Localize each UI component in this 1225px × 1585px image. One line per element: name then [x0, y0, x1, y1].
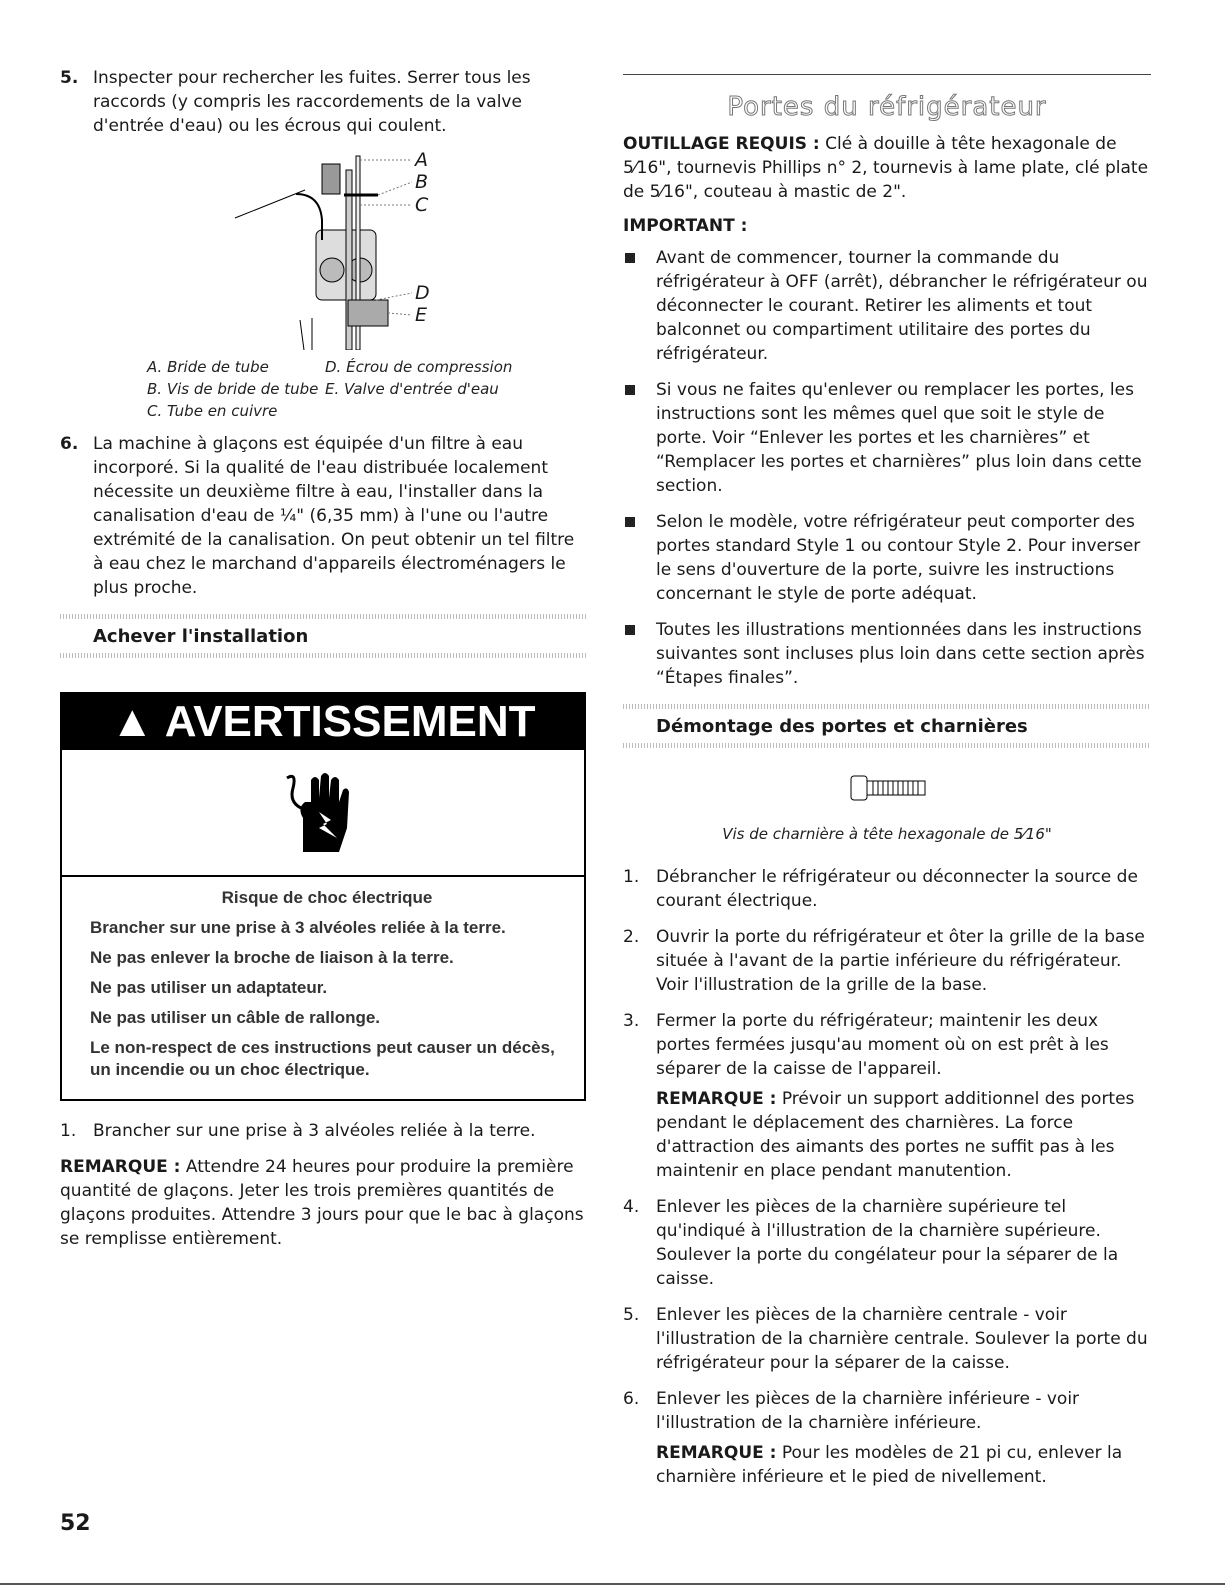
divider	[60, 614, 588, 619]
step-3: 3. Fermer la porte du réfrigérateur; maintenir les deux portes fermées jusqu'au moment où on est prêt à les séparer de la caisse de l'appareil.	[623, 1011, 1109, 1079]
tools-required: OUTILLAGE REQUIS : Clé à douille à tête hexagonale de 5⁄16", tournevis Phillips n° 2, tournevis à lame plate, clé plate de 5⁄16", couteau à mastic de 2".	[623, 134, 1149, 202]
list-item: Selon le modèle, votre réfrigérateur peut comporter des portes standard Style 1 ou contour Style 2. Pour inverser le sens d'ouverture de la porte, suivre les instructions concernant le style de porte adéquat.	[623, 510, 1151, 606]
callout-e: E	[415, 304, 428, 326]
step-6: 6. Enlever les pièces de la charnière inférieure - voir l'illustration de la charnière inférieure.	[623, 1389, 1080, 1433]
callout-c: C	[415, 194, 429, 216]
list-item: Avant de commencer, tourner la commande du réfrigérateur à OFF (arrêt), débrancher le réfrigérateur ou déconnecter le courant. Retirer les aliments et tout balconnet ou compartiment utilitaire des portes du réfrigérateur.	[623, 246, 1151, 366]
step-5: 5. Inspecter pour rechercher les fuites. Serrer tous les raccords (y compris les raccordements de la valve d'entrée d'eau) ou les écrous qui coulent.	[60, 68, 531, 136]
divider	[60, 653, 588, 658]
screw-caption: Vis de charnière à tête hexagonale de 5⁄16"	[722, 825, 1052, 843]
section-heading: Démontage des portes et charnières	[656, 716, 1028, 737]
important-list	[623, 246, 1151, 690]
divider	[623, 743, 1151, 748]
step-1: 1. Débrancher le réfrigérateur ou déconnecter la source de courant électrique.	[623, 867, 1138, 911]
page-title: Portes du réfrigérateur	[727, 92, 1047, 122]
step-6: 6. La machine à glaçons est équipée d'un filtre à eau incorporé. Si la qualité de l'eau distribuée localement nécessite un deuxième filtre à eau, l'installer dans la canalisation d'eau de ¼" (6,35 mm) à l'une ou l'autre extrémité de la canalisation. On peut obtenir un tel filtre à eau chez le marchand d'appareils électroménagers le plus proche.	[60, 434, 575, 598]
callout-b: B	[415, 171, 429, 193]
left-column	[60, 66, 588, 1251]
important-label: IMPORTANT :	[623, 216, 748, 236]
divider	[623, 704, 1151, 709]
hex-screw-icon	[827, 768, 947, 808]
step-4: 4. Enlever les pièces de la charnière supérieure tel qu'indiqué à l'illustration de la charnière supérieure. Soulever la porte du congélateur pour la séparer de la caisse.	[623, 1197, 1119, 1289]
step-1: 1. Brancher sur une prise à 3 alvéoles reliée à la terre.	[60, 1121, 536, 1141]
note: REMARQUE : Prévoir un support additionnel des portes pendant le déplacement des charnières. La force d'attraction des aimants des portes ne suffit pas à les maintenir en place pendant manutention.	[656, 1089, 1135, 1181]
note: REMARQUE : Pour les modèles de 21 pi cu, enlever la charnière inférieure et le pied de nivellement.	[656, 1443, 1123, 1487]
note: REMARQUE : Attendre 24 heures pour produire la première quantité de glaçons. Jeter les trois premières quantités de glaçons produites. Attendre 3 jours pour que le bac à glaçons se remplisse entièrement.	[60, 1157, 584, 1249]
callout-a: A	[415, 149, 428, 171]
water-valve-figure	[60, 150, 588, 350]
step-2: 2. Ouvrir la porte du réfrigérateur et ôter la grille de la base située à l'avant de la partie inférieure du réfrigérateur. Voir l'illustration de la grille de la base.	[623, 927, 1145, 995]
electric-shock-icon	[62, 750, 584, 877]
page-number: 52	[60, 1511, 91, 1536]
warning-header: ▲ AVERTISSEMENT	[62, 694, 584, 750]
warning-text: Risque de choc électrique Brancher sur une prise à 3 alvéoles reliée à la terre. Ne pas enlever la broche de liaison à la terre. Ne pas utiliser un adaptateur. Ne pas utiliser un câble de rallonge. Le non-respect de ces instructions peut causer un décès, un incendie ou un choc électrique.	[90, 888, 555, 1079]
right-column	[623, 90, 1151, 1489]
step-5: 5. Enlever les pièces de la charnière centrale - voir l'illustration de la charnière centrale. Soulever la porte du réfrigérateur pour la séparer de la caisse.	[623, 1305, 1148, 1373]
top-rule	[623, 74, 1151, 75]
steps-list	[623, 865, 1151, 1489]
list-item: Toutes les illustrations mentionnées dans les instructions suivantes sont incluses plus loin dans cette section après “Étapes finales”.	[623, 618, 1151, 690]
warning-triangle-icon: ▲	[110, 697, 155, 746]
hinge-screw-figure	[623, 768, 1151, 845]
warning-box	[60, 692, 586, 1101]
valve-illustration	[60, 150, 588, 350]
callout-d: D	[415, 282, 430, 304]
section-heading: Achever l'installation	[93, 626, 309, 647]
figure-legend: A. Bride de tube D. Écrou de compression B. Vis de bride de tube E. Valve d'entrée d'eau C. Tube en cuivre	[147, 358, 513, 420]
list-item: Si vous ne faites qu'enlever ou remplacer les portes, les instructions sont les mêmes quel que soit le style de porte. Voir “Enlever les portes et les charnières” et “Remplacer les portes et charnières” plus loin dans cette section.	[623, 378, 1151, 498]
